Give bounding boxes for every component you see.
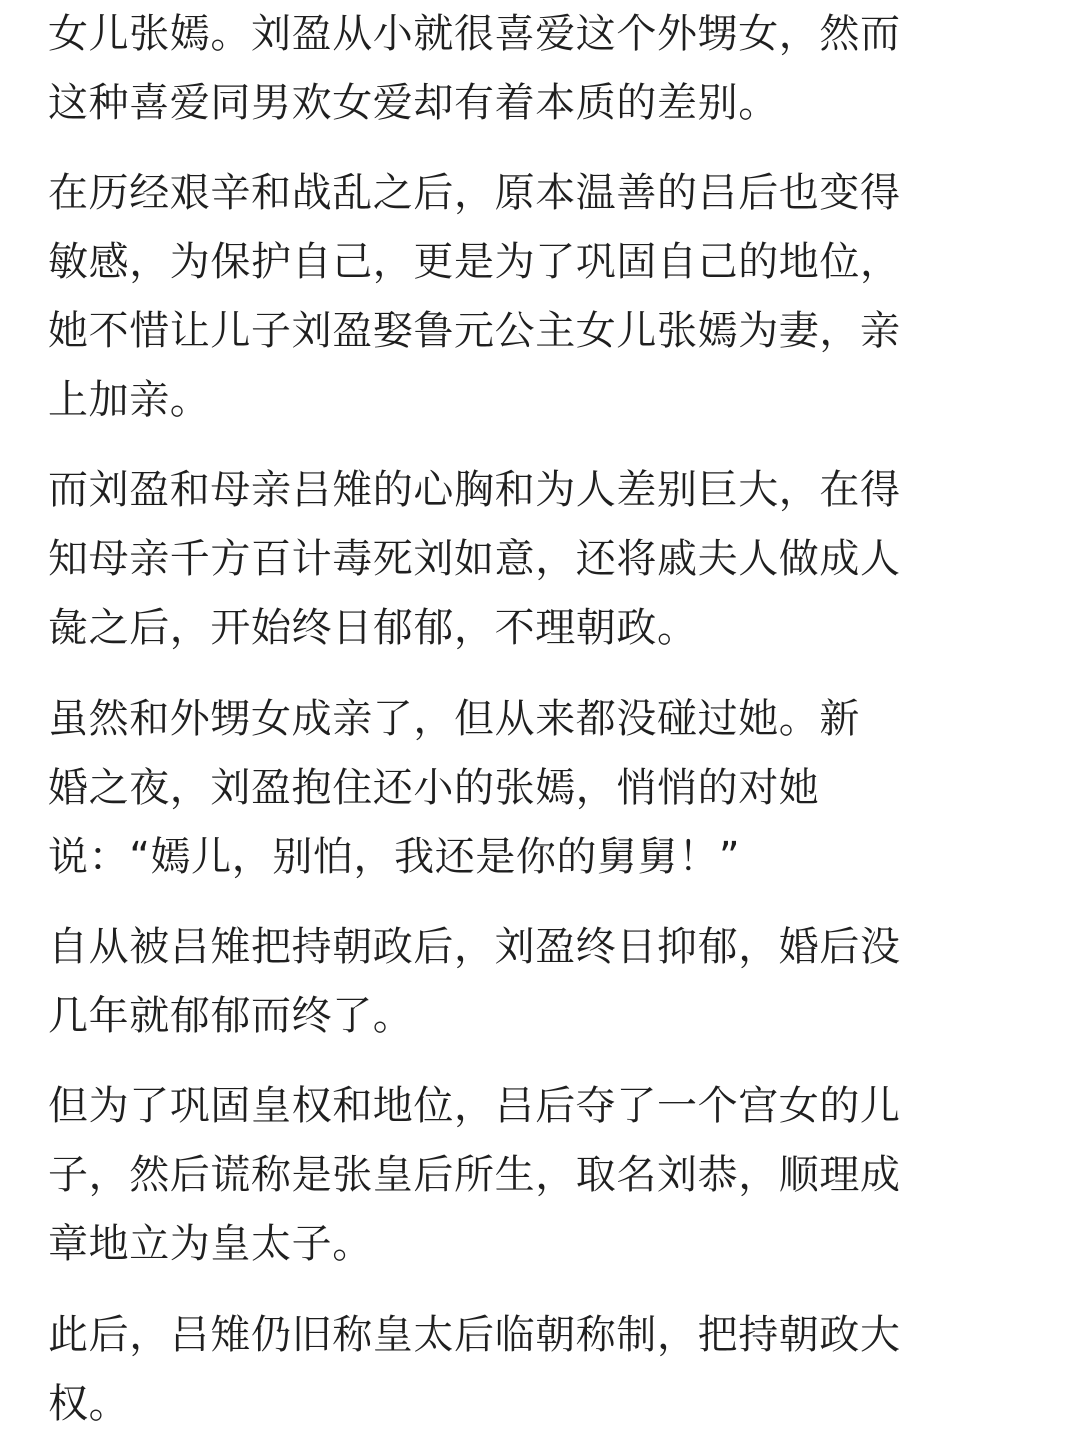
paragraph-line: 知母亲千方百计毒死刘如意，还将戚夫人做成人 [48, 536, 901, 582]
paragraph-4 [48, 685, 860, 892]
paragraph-line: 虽然和外甥女成亲了，但从来都没碰过她。新 [48, 696, 860, 742]
paragraph-line: 婚之夜，刘盈抱住还小的张嫣，悄悄的对她 [48, 765, 820, 811]
paragraph-line: 上加亲。 [48, 377, 211, 423]
paragraph-line: 而刘盈和母亲吕雉的心胸和为人差别巨大，在得 [48, 467, 901, 513]
paragraph-line: 敏感，为保护自己，更是为了巩固自己的地位， [48, 239, 901, 285]
paragraph-line: 此后，吕雉仍旧称皇太后临朝称制，把持朝政大 [48, 1312, 901, 1358]
paragraph-line: 章地立为皇太子。 [48, 1221, 373, 1267]
paragraph-line: 彘之后，开始终日郁郁，不理朝政。 [48, 605, 698, 651]
paragraph-line: 在历经艰辛和战乱之后，原本温善的吕后也变得 [48, 170, 901, 216]
paragraph-line: 权。 [48, 1381, 130, 1427]
paragraph-line: 女儿张嫣。刘盈从小就很喜爱这个外甥女，然而 [48, 11, 901, 57]
paragraph-2 [48, 159, 901, 435]
paragraph-7 [48, 1301, 901, 1439]
paragraph-6 [48, 1072, 901, 1279]
paragraph-line: 自从被吕雉把持朝政后，刘盈终日抑郁，婚后没 [48, 924, 901, 970]
paragraph-line: 她不惜让儿子刘盈娶鲁元公主女儿张嫣为妻，亲 [48, 308, 901, 354]
paragraph-line: 这种喜爱同男欢女爱却有着本质的差别。 [48, 80, 779, 126]
paragraph-5 [48, 913, 901, 1051]
paragraph-line: 几年就郁郁而终了。 [48, 993, 414, 1039]
paragraph-line: 说：“嫣儿，别怕，我还是你的舅舅！” [48, 834, 741, 880]
paragraph-1 [48, 0, 901, 138]
paragraph-line: 但为了巩固皇权和地位，吕后夺了一个宫女的儿 [48, 1083, 901, 1129]
paragraph-line: 子，然后谎称是张皇后所生，取名刘恭，顺理成 [48, 1152, 901, 1198]
paragraph-3 [48, 456, 901, 663]
